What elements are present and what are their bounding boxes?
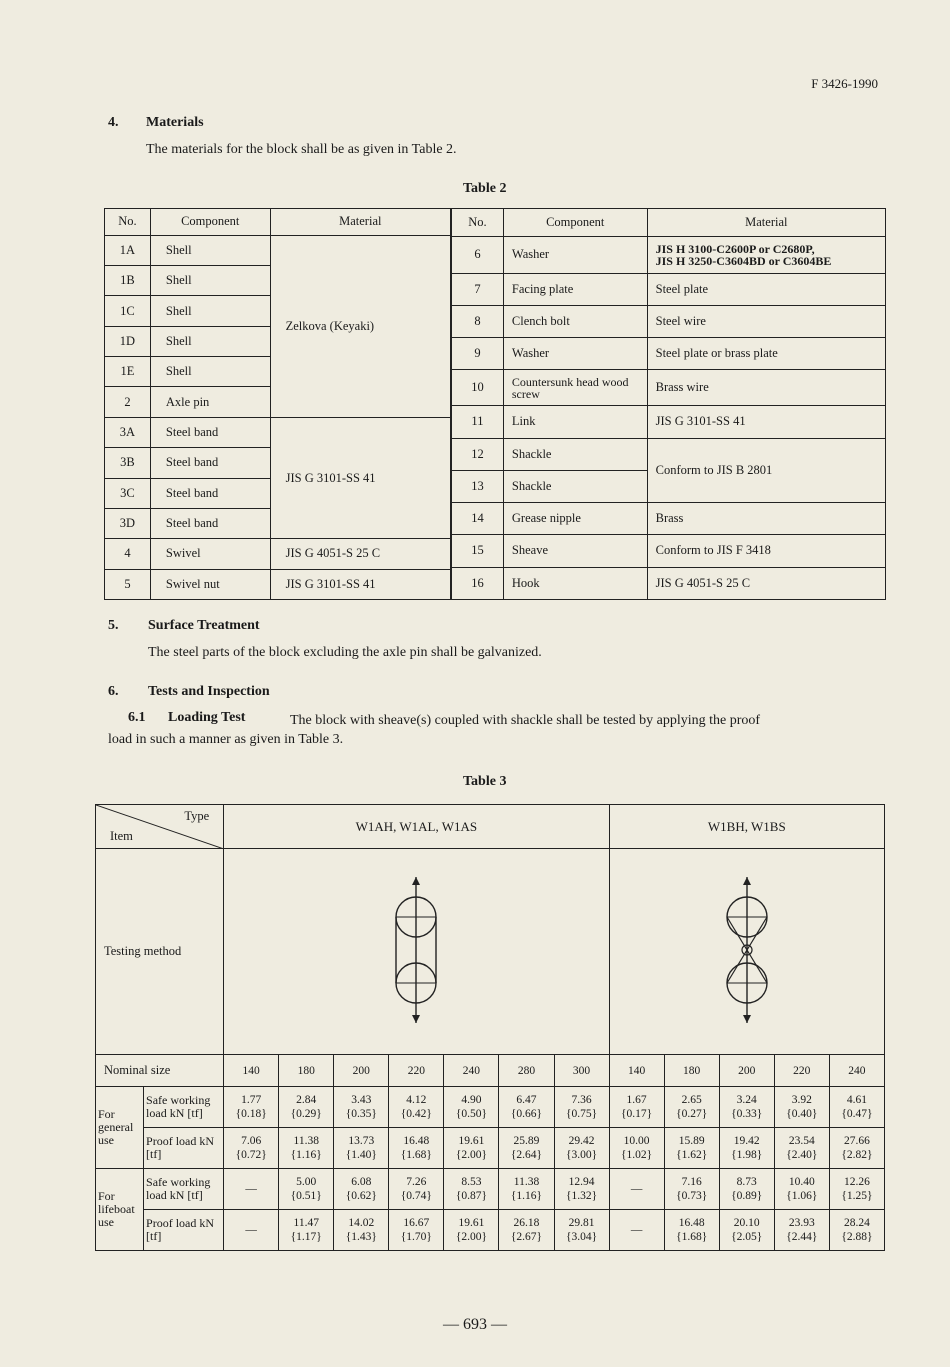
cell-component: Shell xyxy=(150,357,270,387)
load-kn: 6.47 xyxy=(516,1094,537,1106)
load-value xyxy=(444,1210,499,1251)
section-6-1-number: 6.1 xyxy=(128,710,146,725)
table-row xyxy=(96,1210,885,1251)
load-tf: {0.62} xyxy=(345,1190,377,1202)
load-value xyxy=(279,1169,334,1210)
load-tf: {1.06} xyxy=(786,1190,818,1202)
cell-component: Shell xyxy=(150,266,270,296)
load-kn: 1.77 xyxy=(241,1094,262,1106)
load-value xyxy=(499,1087,554,1128)
load-tf: {2.67} xyxy=(510,1231,543,1243)
load-tf: {0.47} xyxy=(841,1108,873,1120)
load-value xyxy=(224,1210,279,1251)
cell-component: Steel band xyxy=(150,478,270,508)
load-value xyxy=(609,1169,664,1210)
load-tf: {0.75} xyxy=(565,1108,598,1120)
nominal-size: 220 xyxy=(774,1055,829,1087)
cell-no: 14 xyxy=(452,503,504,535)
load-kn: 23.54 xyxy=(788,1135,815,1147)
load-tf: {3.00} xyxy=(565,1149,598,1161)
table-row xyxy=(452,370,886,406)
load-tf: {0.29} xyxy=(290,1108,322,1120)
material-line-2: JIS H 3250-C3604BD or C3604BE xyxy=(655,253,832,268)
cell-material-band: JIS G 3101-SS 41 xyxy=(270,417,450,538)
load-tf: {0.50} xyxy=(455,1108,487,1120)
load-kn: 3.43 xyxy=(351,1094,372,1106)
cell-component: Hook xyxy=(503,567,647,599)
load-tf: {0.42} xyxy=(400,1108,432,1120)
cell-material: Steel plate or brass plate xyxy=(647,338,885,370)
load-tf: {1.70} xyxy=(400,1231,432,1243)
table-row xyxy=(452,535,886,567)
section-6-1-text-line2: load in such a manner as given in Table 3. xyxy=(108,732,344,747)
load-tf: {1.32} xyxy=(565,1190,598,1202)
testing-method-diagram-a xyxy=(224,849,609,1055)
load-kn: 2.84 xyxy=(296,1094,317,1106)
load-kn: 10.40 xyxy=(788,1176,815,1188)
load-value xyxy=(554,1210,609,1251)
load-tf: {3.04} xyxy=(565,1231,598,1243)
cell-component: Link xyxy=(503,406,647,438)
cell-no: 13 xyxy=(452,470,504,502)
load-kn: 5.00 xyxy=(296,1176,317,1188)
table-3-caption: Table 3 xyxy=(463,774,507,789)
type-group-b: W1BH, W1BS xyxy=(609,805,884,849)
load-kn: 4.61 xyxy=(846,1094,867,1106)
load-kn: 29.81 xyxy=(568,1217,595,1229)
cell-component: Steel band xyxy=(150,448,270,478)
table-row xyxy=(452,503,886,535)
safe-working-load-label: Safe working load kN [tf] xyxy=(144,1087,224,1128)
load-kn: 12.94 xyxy=(568,1176,595,1188)
load-tf: {2.64} xyxy=(510,1149,543,1161)
load-tf: {1.68} xyxy=(676,1231,708,1243)
load-tf: {2.05} xyxy=(731,1231,763,1243)
cell-component: Axle pin xyxy=(150,387,270,417)
load-value xyxy=(829,1087,884,1128)
load-tf: {0.51} xyxy=(290,1190,322,1202)
load-value xyxy=(664,1128,719,1169)
load-kn: 12.26 xyxy=(843,1176,870,1188)
crossed-sheave-test-diagram xyxy=(717,875,777,1025)
load-kn: 3.24 xyxy=(736,1094,757,1106)
load-value xyxy=(334,1128,389,1169)
load-tf: {2.40} xyxy=(786,1149,818,1161)
load-tf: {2.88} xyxy=(841,1231,873,1243)
cell-no: 9 xyxy=(452,338,504,370)
load-kn: 20.10 xyxy=(733,1217,760,1229)
load-kn: 25.89 xyxy=(513,1135,540,1147)
load-kn: 8.53 xyxy=(461,1176,482,1188)
nominal-size: 200 xyxy=(719,1055,774,1087)
load-kn: — xyxy=(245,1183,257,1195)
material-line-1: JIS H 3100-C2600P or C2680P, xyxy=(655,241,815,256)
load-value xyxy=(774,1087,829,1128)
cell-component: Swivel xyxy=(150,539,270,569)
load-value xyxy=(499,1169,554,1210)
page-number: — 693 — xyxy=(443,1316,507,1333)
load-value xyxy=(444,1128,499,1169)
table-2-caption: Table 2 xyxy=(463,181,507,196)
col-header-component: Component xyxy=(150,209,270,236)
load-tf: {1.02} xyxy=(621,1149,653,1161)
cell-component: Clench bolt xyxy=(503,305,647,337)
load-value xyxy=(499,1210,554,1251)
load-value xyxy=(664,1169,719,1210)
col-header-no: No. xyxy=(452,209,504,237)
section-6-1-title: Loading Test xyxy=(168,710,246,725)
cell-material: Brass wire xyxy=(647,370,885,406)
load-value xyxy=(279,1128,334,1169)
load-kn: 2.65 xyxy=(681,1094,702,1106)
load-tf: {1.40} xyxy=(345,1149,377,1161)
table-row xyxy=(452,273,886,305)
load-kn: 4.12 xyxy=(406,1094,427,1106)
item-label: Item xyxy=(110,829,133,843)
load-kn: 19.61 xyxy=(458,1135,485,1147)
standard-number: F 3426-1990 xyxy=(811,76,878,91)
cell-no: 1E xyxy=(105,357,151,387)
cell-component: Steel band xyxy=(150,508,270,538)
table-row xyxy=(96,1087,885,1128)
section-4-number: 4. xyxy=(108,115,119,130)
table-row xyxy=(452,567,886,599)
cell-no: 3A xyxy=(105,417,151,447)
load-tf: {1.16} xyxy=(290,1149,322,1161)
load-tf: {2.82} xyxy=(841,1149,873,1161)
cell-material-shackle: Conform to JIS B 2801 xyxy=(647,438,885,503)
load-kn: — xyxy=(630,1183,643,1195)
load-tf: {1.25} xyxy=(841,1190,873,1202)
cell-material: Steel wire xyxy=(647,305,885,337)
section-4-title: Materials xyxy=(146,115,204,130)
load-tf: {0.89} xyxy=(731,1190,763,1202)
load-kn: 11.38 xyxy=(293,1135,319,1147)
type-label: Type xyxy=(184,809,210,823)
section-6-number: 6. xyxy=(108,684,119,699)
load-kn: 7.16 xyxy=(681,1176,702,1188)
table-row xyxy=(452,438,886,470)
load-value xyxy=(279,1210,334,1251)
load-tf: {1.16} xyxy=(510,1190,543,1202)
cell-no: 15 xyxy=(452,535,504,567)
load-kn: 16.48 xyxy=(403,1135,430,1147)
table-row xyxy=(96,1169,885,1210)
load-kn: 6.08 xyxy=(351,1176,372,1188)
load-tf: {0.27} xyxy=(676,1108,708,1120)
table-row xyxy=(105,235,451,265)
cell-component: Countersunk head wood screw xyxy=(503,370,647,406)
cell-no: 1C xyxy=(105,296,151,326)
type-group-a: W1AH, W1AL, W1AS xyxy=(224,805,609,849)
load-value xyxy=(554,1128,609,1169)
nominal-size: 240 xyxy=(829,1055,884,1087)
proof-load-label: Proof load kN [tf] xyxy=(144,1128,224,1169)
load-value xyxy=(499,1128,554,1169)
cell-material-shell: Zelkova (Keyaki) xyxy=(270,235,450,417)
load-value xyxy=(664,1210,719,1251)
nominal-size: 140 xyxy=(224,1055,279,1087)
cell-component: Shackle xyxy=(503,438,647,470)
load-kn: 14.02 xyxy=(348,1217,375,1229)
cell-component: Shell xyxy=(150,235,270,265)
table-3 xyxy=(95,804,885,1251)
load-tf: {1.17} xyxy=(290,1231,322,1243)
load-value xyxy=(609,1210,664,1251)
load-kn: 29.42 xyxy=(568,1135,595,1147)
cell-component: Washer xyxy=(503,237,647,273)
load-value xyxy=(444,1087,499,1128)
cell-no: 10 xyxy=(452,370,504,406)
col-header-no: No. xyxy=(105,209,151,236)
load-tf: {1.98} xyxy=(731,1149,763,1161)
two-sheave-test-diagram xyxy=(386,875,446,1025)
section-4-text: The materials for the block shall be as given in Table 2. xyxy=(146,142,457,157)
load-kn: 26.18 xyxy=(513,1217,540,1229)
cell-material: JIS G 4051-S 25 C xyxy=(647,567,885,599)
load-value xyxy=(774,1210,829,1251)
cell-material-washer xyxy=(647,237,885,273)
load-kn: 28.24 xyxy=(843,1217,870,1229)
load-tf: {0.33} xyxy=(731,1108,763,1120)
load-value xyxy=(389,1128,444,1169)
cell-no: 5 xyxy=(105,569,151,599)
load-value xyxy=(609,1128,664,1169)
col-header-material: Material xyxy=(270,209,450,236)
load-kn: 15.89 xyxy=(678,1135,705,1147)
cell-component: Shell xyxy=(150,296,270,326)
cell-no: 3B xyxy=(105,448,151,478)
nominal-size: 240 xyxy=(444,1055,499,1087)
nominal-size: 220 xyxy=(389,1055,444,1087)
nominal-size: 180 xyxy=(279,1055,334,1087)
table-row xyxy=(105,417,451,447)
cell-no: 2 xyxy=(105,387,151,417)
cell-component: Sheave xyxy=(503,535,647,567)
load-kn: 8.73 xyxy=(736,1176,757,1188)
col-header-material: Material xyxy=(647,209,885,237)
section-5-title: Surface Treatment xyxy=(148,618,260,633)
load-value xyxy=(829,1210,884,1251)
cell-no: 6 xyxy=(452,237,504,273)
cell-component: Swivel nut xyxy=(150,569,270,599)
load-value xyxy=(554,1087,609,1128)
table-2-right xyxy=(451,208,886,600)
safe-working-load-label: Safe working load kN [tf] xyxy=(144,1169,224,1210)
table-row xyxy=(96,1055,885,1087)
load-value xyxy=(719,1210,774,1251)
load-value xyxy=(444,1169,499,1210)
table-row xyxy=(105,569,451,599)
load-kn: — xyxy=(630,1224,643,1236)
load-kn: 11.38 xyxy=(513,1176,540,1188)
load-value xyxy=(609,1087,664,1128)
col-header-component: Component xyxy=(503,209,647,237)
load-tf: {0.73} xyxy=(676,1190,708,1202)
cell-no: 1D xyxy=(105,326,151,356)
load-value xyxy=(829,1169,884,1210)
load-value xyxy=(389,1169,444,1210)
load-tf: {0.40} xyxy=(786,1108,818,1120)
load-kn: 13.73 xyxy=(348,1135,375,1147)
cell-component: Facing plate xyxy=(503,273,647,305)
nominal-size: 140 xyxy=(609,1055,664,1087)
testing-method-diagram-b xyxy=(609,849,884,1055)
load-value xyxy=(334,1169,389,1210)
cell-material-swivel: JIS G 4051-S 25 C xyxy=(270,539,450,569)
type-item-corner xyxy=(96,805,224,849)
cell-component: Washer xyxy=(503,338,647,370)
cell-no: 8 xyxy=(452,305,504,337)
section-5-text: The steel parts of the block excluding the axle pin shall be galvanized. xyxy=(148,645,542,660)
load-tf: {2.44} xyxy=(786,1231,818,1243)
cell-component: Grease nipple xyxy=(503,503,647,535)
load-value xyxy=(224,1087,279,1128)
load-kn: 11.47 xyxy=(293,1217,319,1229)
cell-no: 1A xyxy=(105,235,151,265)
testing-method-label: Testing method xyxy=(96,849,224,1055)
load-value xyxy=(719,1128,774,1169)
cell-no: 7 xyxy=(452,273,504,305)
section-6-title: Tests and Inspection xyxy=(148,684,270,699)
table-row xyxy=(452,305,886,337)
load-kn: 7.36 xyxy=(571,1094,592,1106)
load-value xyxy=(719,1087,774,1128)
load-tf: {0.35} xyxy=(345,1108,377,1120)
load-value xyxy=(334,1087,389,1128)
cell-no: 12 xyxy=(452,438,504,470)
load-value xyxy=(774,1169,829,1210)
load-value xyxy=(554,1169,609,1210)
cell-material: Brass xyxy=(647,503,885,535)
load-kn: 4.90 xyxy=(461,1094,482,1106)
load-tf: {1.62} xyxy=(676,1149,708,1161)
load-kn: 7.06 xyxy=(241,1135,262,1147)
load-value xyxy=(279,1087,334,1128)
load-tf: {2.00} xyxy=(455,1231,487,1243)
load-value xyxy=(389,1210,444,1251)
load-tf: {2.00} xyxy=(455,1149,487,1161)
table-row xyxy=(452,237,886,273)
load-kn: 16.67 xyxy=(403,1217,430,1229)
load-value xyxy=(829,1128,884,1169)
load-value xyxy=(719,1169,774,1210)
load-kn: 19.42 xyxy=(733,1135,760,1147)
cell-component: Steel band xyxy=(150,417,270,447)
cell-material-nut: JIS G 3101-SS 41 xyxy=(270,569,450,599)
cell-material: Conform to JIS F 3418 xyxy=(647,535,885,567)
load-kn: 23.93 xyxy=(788,1217,815,1229)
load-value xyxy=(224,1128,279,1169)
cell-no: 4 xyxy=(105,539,151,569)
load-tf: {0.18} xyxy=(235,1108,267,1120)
load-tf: {0.66} xyxy=(510,1108,543,1120)
nominal-size: 200 xyxy=(334,1055,389,1087)
load-kn: 1.67 xyxy=(626,1094,647,1106)
table-row xyxy=(452,338,886,370)
cell-no: 16 xyxy=(452,567,504,599)
table-row xyxy=(96,1128,885,1169)
load-tf: {1.68} xyxy=(400,1149,432,1161)
load-kn: — xyxy=(245,1224,257,1236)
table-2-left xyxy=(104,208,451,600)
load-kn: 16.48 xyxy=(678,1217,705,1229)
cell-no: 1B xyxy=(105,266,151,296)
load-tf: {0.17} xyxy=(621,1108,653,1120)
cell-component: Shell xyxy=(150,326,270,356)
table-row xyxy=(105,539,451,569)
load-kn: 3.92 xyxy=(791,1094,812,1106)
cell-material: Steel plate xyxy=(647,273,885,305)
general-use-label: For general use xyxy=(96,1087,144,1169)
nominal-size: 300 xyxy=(554,1055,609,1087)
proof-load-label: Proof load kN [tf] xyxy=(144,1210,224,1251)
nominal-size: 180 xyxy=(664,1055,719,1087)
load-value xyxy=(389,1087,444,1128)
load-kn: 19.61 xyxy=(458,1217,485,1229)
load-tf: {1.43} xyxy=(345,1231,377,1243)
load-kn: 10.00 xyxy=(623,1135,650,1147)
load-tf: {0.87} xyxy=(455,1190,487,1202)
nominal-size: 280 xyxy=(499,1055,554,1087)
section-5-number: 5. xyxy=(108,618,119,633)
table-row xyxy=(452,406,886,438)
load-tf: {0.72} xyxy=(235,1149,267,1161)
cell-no: 3C xyxy=(105,478,151,508)
cell-no: 3D xyxy=(105,508,151,538)
cell-component: Shackle xyxy=(503,470,647,502)
nominal-size-label: Nominal size xyxy=(96,1055,224,1087)
load-value xyxy=(334,1210,389,1251)
lifeboat-use-label: For lifeboat use xyxy=(96,1169,144,1251)
load-value xyxy=(224,1169,279,1210)
load-value xyxy=(664,1087,719,1128)
load-kn: 7.26 xyxy=(406,1176,427,1188)
load-value xyxy=(774,1128,829,1169)
load-tf: {0.74} xyxy=(400,1190,432,1202)
section-6-1-text-line1: The block with sheave(s) coupled with shackle shall be tested by applying the proof xyxy=(290,713,761,728)
load-kn: 27.66 xyxy=(843,1135,870,1147)
cell-no: 11 xyxy=(452,406,504,438)
cell-material: JIS G 3101-SS 41 xyxy=(647,406,885,438)
